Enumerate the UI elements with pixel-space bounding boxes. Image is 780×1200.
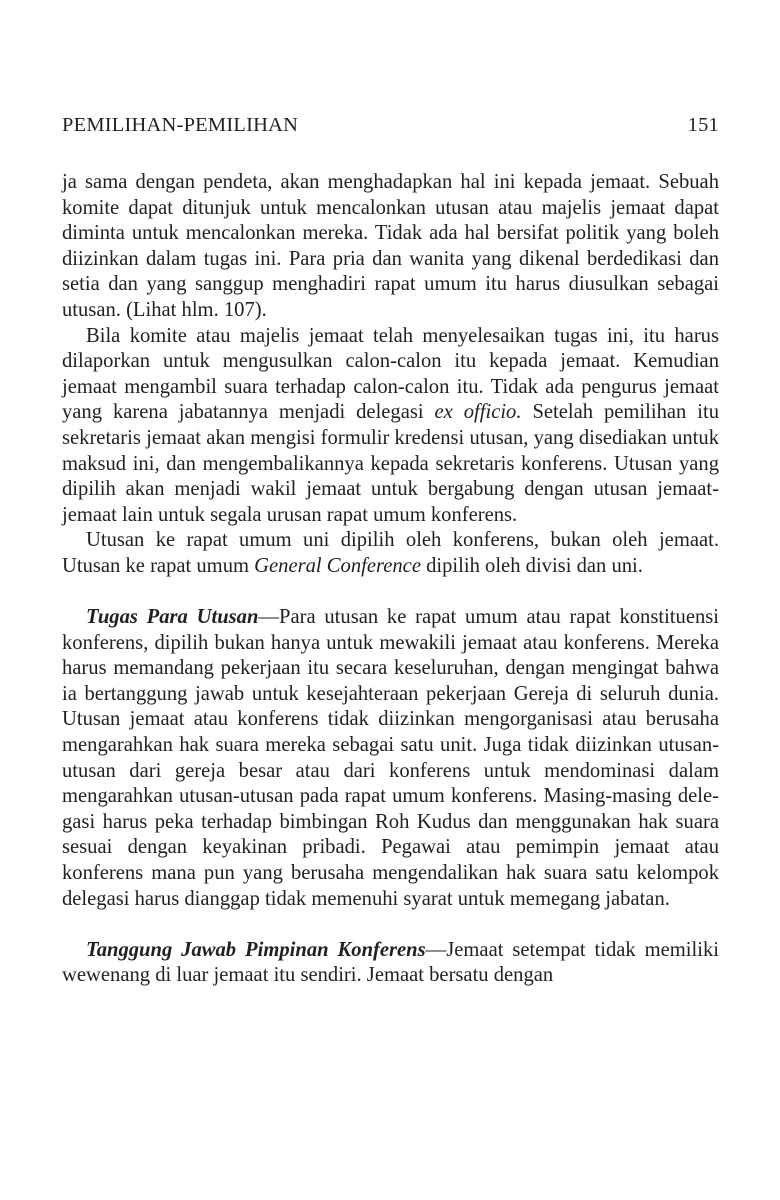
section-heading-tanggung-jawab: Tanggung Jawab Pimpinan Konferens (86, 938, 426, 961)
paragraph-3 (62, 528, 719, 579)
general-conference-term: General Conference (254, 554, 421, 577)
paragraph-5-text: —Jemaat setempat tidak memiliki wewenang di luar jemaat itu sendiri. Jemaat bersatu dengan (62, 938, 719, 987)
latin-term: ex officio. (434, 401, 522, 424)
running-title: PEMILIHAN-PEMILIHAN (62, 114, 299, 136)
paragraph-4 (62, 605, 719, 912)
paragraph-4-text: —Para utusan ke rapat umum atau rapat konstituensi konferens, dipilih bukan hanya untuk mewakili jemaat atau konferens. Mereka harus memandang pekerjaan itu secara keseluruhan, dengan mengingat bahwa ia bertanggung jawab untuk kesejahteraan pekerjaan Gereja di seluruh dunia. Utusan jemaat atau konferens tidak diizinkan mengorganisasi atau berusaha mengarahkan hak suara mereka sebagai satu unit. Juga tidak diizinkan utusan-utusan dari gereja besar atau dari konferens untuk mendominasi dalam mengarahkan utusan-utusan pada rapat umum konferens. Masing-masing delegasi harus peka terhadap bimbingan Roh Kudus dan menggunakan hak suara sesuai dengan keyakinan pribadi. Pegawai atau pemimpin jemaat atau konferens mana pun yang berusaha mengendalikan hak suara satu kelompok delegasi harus dianggap tidak memenuhi syarat untuk memegang jabatan. (62, 606, 719, 910)
paragraph-1 (62, 170, 719, 324)
page-number: 151 (687, 114, 719, 136)
paragraph-1-text: ja sama dengan pendeta, akan menghadapkan hal ini kepada jemaat. Sebuah komite dapat ditunjuk untuk mencalonkan utusan atau majelis jemaat dapat diminta untuk mencalonkan mereka. Tidak ada hal bersifat politik yang boleh diizinkan dalam tugas ini. Para pria dan wanita yang dikenal berdedikasi dan setia dan yang sanggup menghadiri rapat umum itu harus diusulkan sebagai utusan. (Lihat hlm. 107). (62, 171, 719, 321)
paragraph-3-text-b: dipilih oleh divisi dan uni. (420, 554, 643, 577)
paragraph-2 (62, 324, 719, 529)
body-text (62, 170, 719, 989)
paragraph-2-text-b: Setelah pemilihan itu sekretaris jemaat akan mengisi formulir kredensi utusan, yang disediakan untuk maksud ini, dan mengembalikannya kepada sekretaris konferens. Utusan yang dipilih akan menjadi wakil jemaat untuk bergabung dengan utusan jemaat-jemaat lain untuk segala urusan rapat umum konferens. (62, 401, 719, 526)
paragraph-5 (62, 938, 719, 989)
running-head (62, 112, 719, 138)
paragraph-3-text-a: Utusan ke rapat umum uni dipilih oleh konferens, bukan oleh jemaat. Utusan ke rapat umum (62, 529, 719, 577)
paragraph-2-text-a: Bila komite atau majelis jemaat telah menyelesaikan tugas ini, itu harus dilaporkan untuk mengusulkan calon-calon itu kepada jemaat. Kemudian jemaat mengambil suara terhadap calon-calon itu. Tidak ada pengurus jemaat yang karena jabatannya menjadi delegasi (62, 324, 719, 424)
section-heading-tugas: Tugas Para Utusan (86, 606, 259, 629)
book-page (62, 112, 719, 989)
